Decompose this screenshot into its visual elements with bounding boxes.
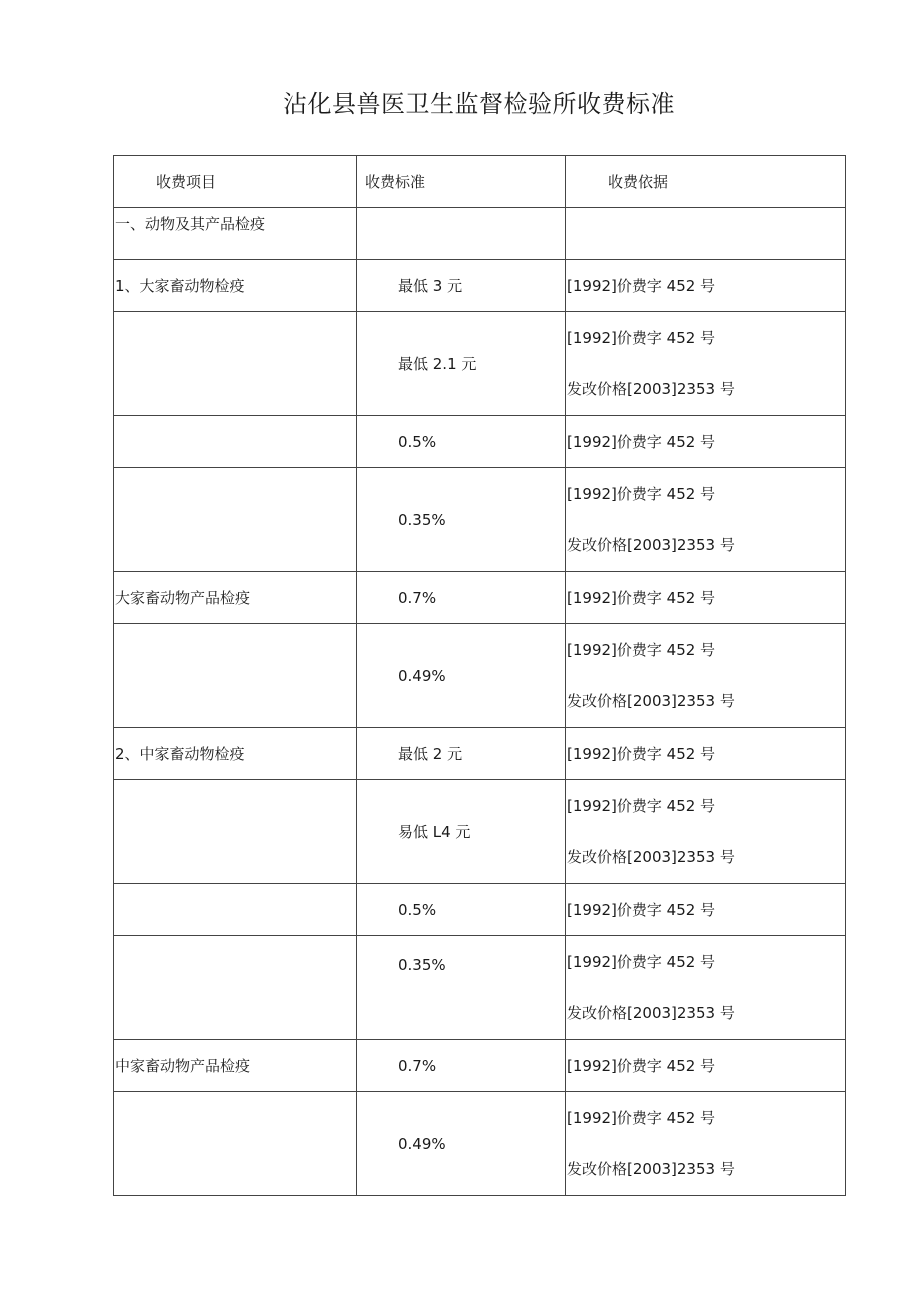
fee-standard-cell: 0.35%	[357, 936, 566, 1040]
basis-line: 发改价格[2003]2353 号	[567, 1160, 735, 1178]
basis-line: [1992]价费字 452 号	[567, 588, 716, 607]
page-title: 沾化县兽医卫生监督检验所收费标准	[283, 90, 675, 118]
table-row	[114, 1092, 846, 1196]
table-row	[114, 884, 846, 936]
table-row	[114, 936, 846, 1040]
fee-basis-cell	[566, 1040, 846, 1092]
fee-table	[113, 155, 846, 1196]
table-row	[114, 208, 846, 260]
fee-standard-cell: 0.5%	[357, 884, 566, 936]
header-standard: 收费标准	[357, 156, 566, 208]
fee-basis-cell	[566, 468, 846, 572]
basis-line: 发改价格[2003]2353 号	[567, 380, 735, 398]
fee-standard-cell: 最低 3 元	[357, 260, 566, 312]
basis-line: 发改价格[2003]2353 号	[567, 1004, 735, 1022]
fee-standard-cell: 易低 L4 元	[357, 780, 566, 884]
table-row	[114, 312, 846, 416]
header-basis: 收费依据	[566, 156, 846, 208]
fee-basis-cell	[566, 260, 846, 312]
fee-item-cell	[114, 780, 357, 884]
basis-line: [1992]价费字 452 号	[567, 329, 716, 347]
fee-item-cell: 2、中家畜动物检疫	[114, 728, 357, 780]
fee-item-cell	[114, 468, 357, 572]
fee-standard-cell	[357, 208, 566, 260]
fee-item-cell	[114, 416, 357, 468]
table-row	[114, 468, 846, 572]
basis-line: [1992]价费字 452 号	[567, 1109, 716, 1127]
fee-standard-cell: 0.7%	[357, 1040, 566, 1092]
fee-item-cell: 大家畜动物产品检疫	[114, 572, 357, 624]
fee-basis-cell	[566, 936, 846, 1040]
fee-basis-cell	[566, 572, 846, 624]
table-row	[114, 780, 846, 884]
table-row	[114, 728, 846, 780]
basis-line: [1992]价费字 452 号	[567, 953, 716, 971]
fee-standard-cell: 0.49%	[357, 1092, 566, 1196]
fee-standard-cell: 最低 2.1 元	[357, 312, 566, 416]
table-header-row	[114, 156, 846, 208]
fee-standard-cell: 0.35%	[357, 468, 566, 572]
table-row	[114, 1040, 846, 1092]
basis-line: [1992]价费字 452 号	[567, 797, 716, 815]
basis-line: [1992]价费字 452 号	[567, 900, 716, 919]
basis-line: [1992]价费字 452 号	[567, 1056, 716, 1075]
fee-standard-cell: 0.49%	[357, 624, 566, 728]
basis-line: [1992]价费字 452 号	[567, 744, 716, 763]
fee-item-cell: 中家畜动物产品检疫	[114, 1040, 357, 1092]
header-item: 收费项目	[114, 156, 357, 208]
fee-basis-cell	[566, 1092, 846, 1196]
table-row	[114, 416, 846, 468]
table-row	[114, 572, 846, 624]
basis-line: [1992]价费字 452 号	[567, 276, 716, 295]
fee-item-cell: 1、大家畜动物检疫	[114, 260, 357, 312]
fee-item-cell	[114, 884, 357, 936]
fee-basis-cell	[566, 208, 846, 260]
basis-line: [1992]价费字 452 号	[567, 641, 716, 659]
fee-basis-cell	[566, 728, 846, 780]
fee-standard-cell: 0.5%	[357, 416, 566, 468]
fee-basis-cell	[566, 416, 846, 468]
fee-item-cell	[114, 936, 357, 1040]
fee-basis-cell	[566, 312, 846, 416]
fee-standard-cell: 0.7%	[357, 572, 566, 624]
basis-line: 发改价格[2003]2353 号	[567, 848, 735, 866]
fee-item-cell	[114, 624, 357, 728]
fee-standard-cell: 最低 2 元	[357, 728, 566, 780]
table-row	[114, 260, 846, 312]
fee-basis-cell	[566, 884, 846, 936]
fee-item-cell: 一、动物及其产品检疫	[114, 208, 357, 260]
fee-basis-cell	[566, 780, 846, 884]
basis-line: [1992]价费字 452 号	[567, 485, 716, 503]
basis-line: 发改价格[2003]2353 号	[567, 692, 735, 710]
basis-line: [1992]价费字 452 号	[567, 432, 716, 451]
fee-item-cell	[114, 312, 357, 416]
fee-item-cell	[114, 1092, 357, 1196]
table-row	[114, 624, 846, 728]
basis-line: 发改价格[2003]2353 号	[567, 536, 735, 554]
fee-basis-cell	[566, 624, 846, 728]
